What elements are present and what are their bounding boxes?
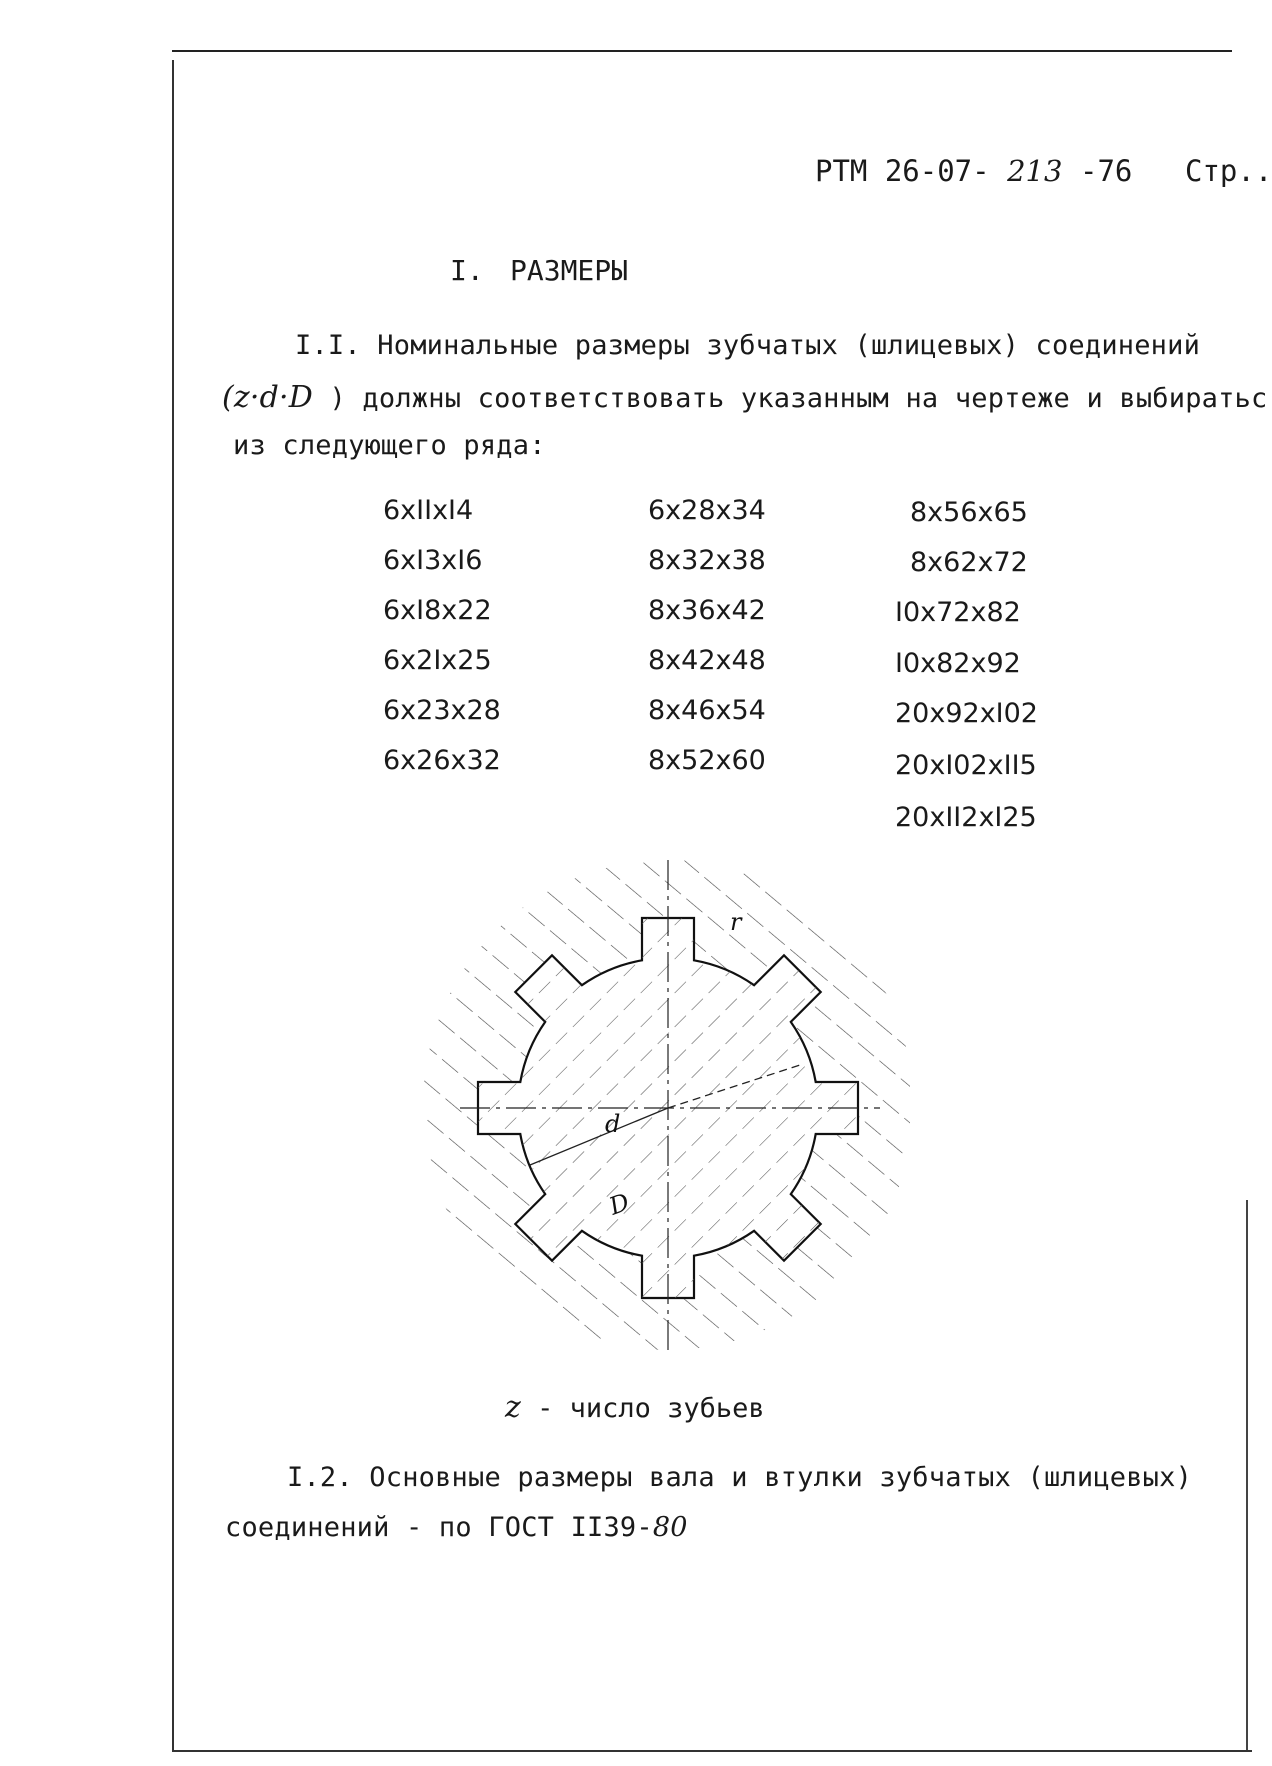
size-cell: 6x28x34 <box>648 495 766 526</box>
doc-number: 213 <box>1007 154 1063 188</box>
size-cell: 6x26x32 <box>383 745 501 776</box>
doc-year: -76 <box>1080 154 1133 188</box>
size-cell: 20xI02xII5 <box>895 750 1037 781</box>
size-cell: 8x62x72 <box>910 547 1028 578</box>
gost-year: 80 <box>652 1512 688 1543</box>
para-1-1-line3: из следующего ряда: <box>233 430 546 461</box>
section-title: РАЗМЕРЫ <box>510 254 629 287</box>
doc-code: РТМ 26-07- <box>815 154 990 188</box>
para-1-1-line1: I.I. Номинальные размеры зубчатых (шлицевых) соединений <box>295 330 1201 361</box>
figure-caption <box>505 1390 765 1425</box>
size-cell: I0x72x82 <box>895 597 1021 628</box>
spline-section-drawing <box>410 850 910 1360</box>
size-cell: 8x42x48 <box>648 645 766 676</box>
para-1-2-line2 <box>225 1512 688 1543</box>
label-r: r <box>730 908 742 936</box>
size-cell: 8x56x65 <box>910 497 1028 528</box>
size-cell: 6x2Ix25 <box>383 645 492 676</box>
page-border-bottom <box>172 1750 1252 1752</box>
page-label: Стр.. <box>1185 154 1272 188</box>
label-D: D <box>605 1187 634 1221</box>
para-1-1-line2 <box>222 380 1267 415</box>
page-border-left <box>172 60 174 1750</box>
para-1-2-line2-text: соединений - по ГОСТ II39- <box>225 1512 653 1543</box>
page-border-right <box>1246 1200 1248 1750</box>
size-cell: 8x52x60 <box>648 745 766 776</box>
caption-symbol: z <box>505 1390 521 1425</box>
para-1-2-line1: I.2. Основные размеры вала и втулки зубчатых (шлицевых) <box>287 1462 1193 1493</box>
size-cell: 20x92xI02 <box>895 698 1038 729</box>
size-cell: 20xII2xI25 <box>895 802 1037 833</box>
formula-z-d-D: (z·d·D <box>222 380 314 415</box>
para-1-1-line2-text: ) должны соответствовать указанным на чертеже и выбиратьс <box>329 383 1268 414</box>
size-cell: 6xI8x22 <box>383 595 492 626</box>
page-border-top <box>172 50 1232 52</box>
size-cell: 6x23x28 <box>383 695 501 726</box>
size-cell: 8x32x38 <box>648 545 766 576</box>
label-d: d <box>605 1110 621 1138</box>
size-cell: I0x82x92 <box>895 648 1021 679</box>
size-cell: 6xIIxI4 <box>383 495 474 526</box>
doc-header <box>815 154 1062 188</box>
size-cell: 6xI3xI6 <box>383 545 483 576</box>
size-cell: 8x46x54 <box>648 695 766 726</box>
size-cell: 8x36x42 <box>648 595 766 626</box>
section-number: I. <box>450 254 484 287</box>
caption-text: - число зубьев <box>537 1393 765 1424</box>
